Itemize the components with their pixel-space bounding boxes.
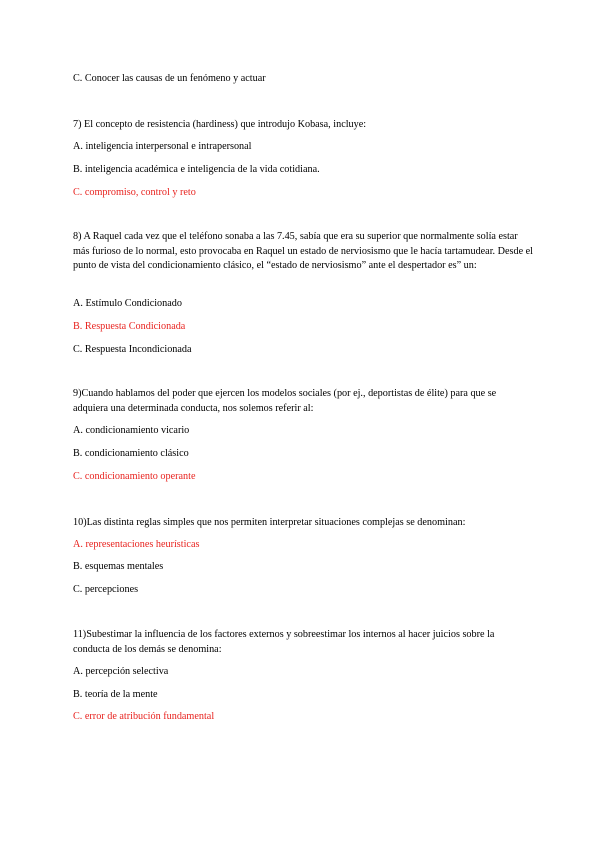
question-9-text: 9)Cuando hablamos del poder que ejercen los modelos sociales (por ej., deportistas de élite) para que se adquiera una determinada conducta, nos solemos referir al: <box>73 388 497 414</box>
question-10-option-a-correct: A. representaciones heurísticas <box>73 539 200 550</box>
question-8-option-a: A. Estímulo Condicionado <box>73 298 182 309</box>
question-9-option-b: B. condicionamiento clásico <box>73 448 189 459</box>
question-10-option-c: C. percepciones <box>73 584 139 595</box>
question-9-option-c-correct: C. condicionamiento operante <box>73 471 196 482</box>
question-7-option-c-correct: C. compromiso, control y reto <box>73 187 196 198</box>
question-11-option-a: A. percepción selectiva <box>73 666 169 677</box>
opening-option: C. Conocer las causas de un fenómeno y actuar <box>73 73 266 84</box>
question-11-option-c-correct: C. error de atribución fundamental <box>73 711 215 722</box>
question-9-option-a: A. condicionamiento vicario <box>73 425 190 436</box>
question-8-text: 8) A Raquel cada vez que el teléfono sonaba a las 7.45, sabía que era su superior que normalmente solía estar más furioso de lo normal, esto provocaba en Raquel un estado de nerviosismo que le hacía tartamudear. Desde el punto de vista del condicionamiento clásico, el “estado de nerviosismo” ante el despertador es” un: <box>73 231 533 271</box>
question-7-text: 7) El concepto de resistencia (hardiness) que introdujo Kobasa, incluye: <box>73 119 367 130</box>
question-10-text: 10)Las distinta reglas simples que nos permiten interpretar situaciones complejas se denominan: <box>73 517 466 528</box>
question-11-text: 11)Subestimar la influencia de los factores externos y sobreestimar los internos al hacer juicios sobre la conducta de los demás se denomina: <box>73 629 495 655</box>
question-7-option-a: A. inteligencia interpersonal e intrapersonal <box>73 141 252 152</box>
question-11-option-b: B. teoría de la mente <box>73 689 158 700</box>
question-8-option-b-correct: B. Respuesta Condicionada <box>73 321 186 332</box>
question-10-option-b: B. esquemas mentales <box>73 561 164 572</box>
question-7-option-b: B. inteligencia académica e inteligencia de la vida cotidiana. <box>73 164 320 175</box>
question-8-option-c: C. Respuesta Incondicionada <box>73 344 192 355</box>
